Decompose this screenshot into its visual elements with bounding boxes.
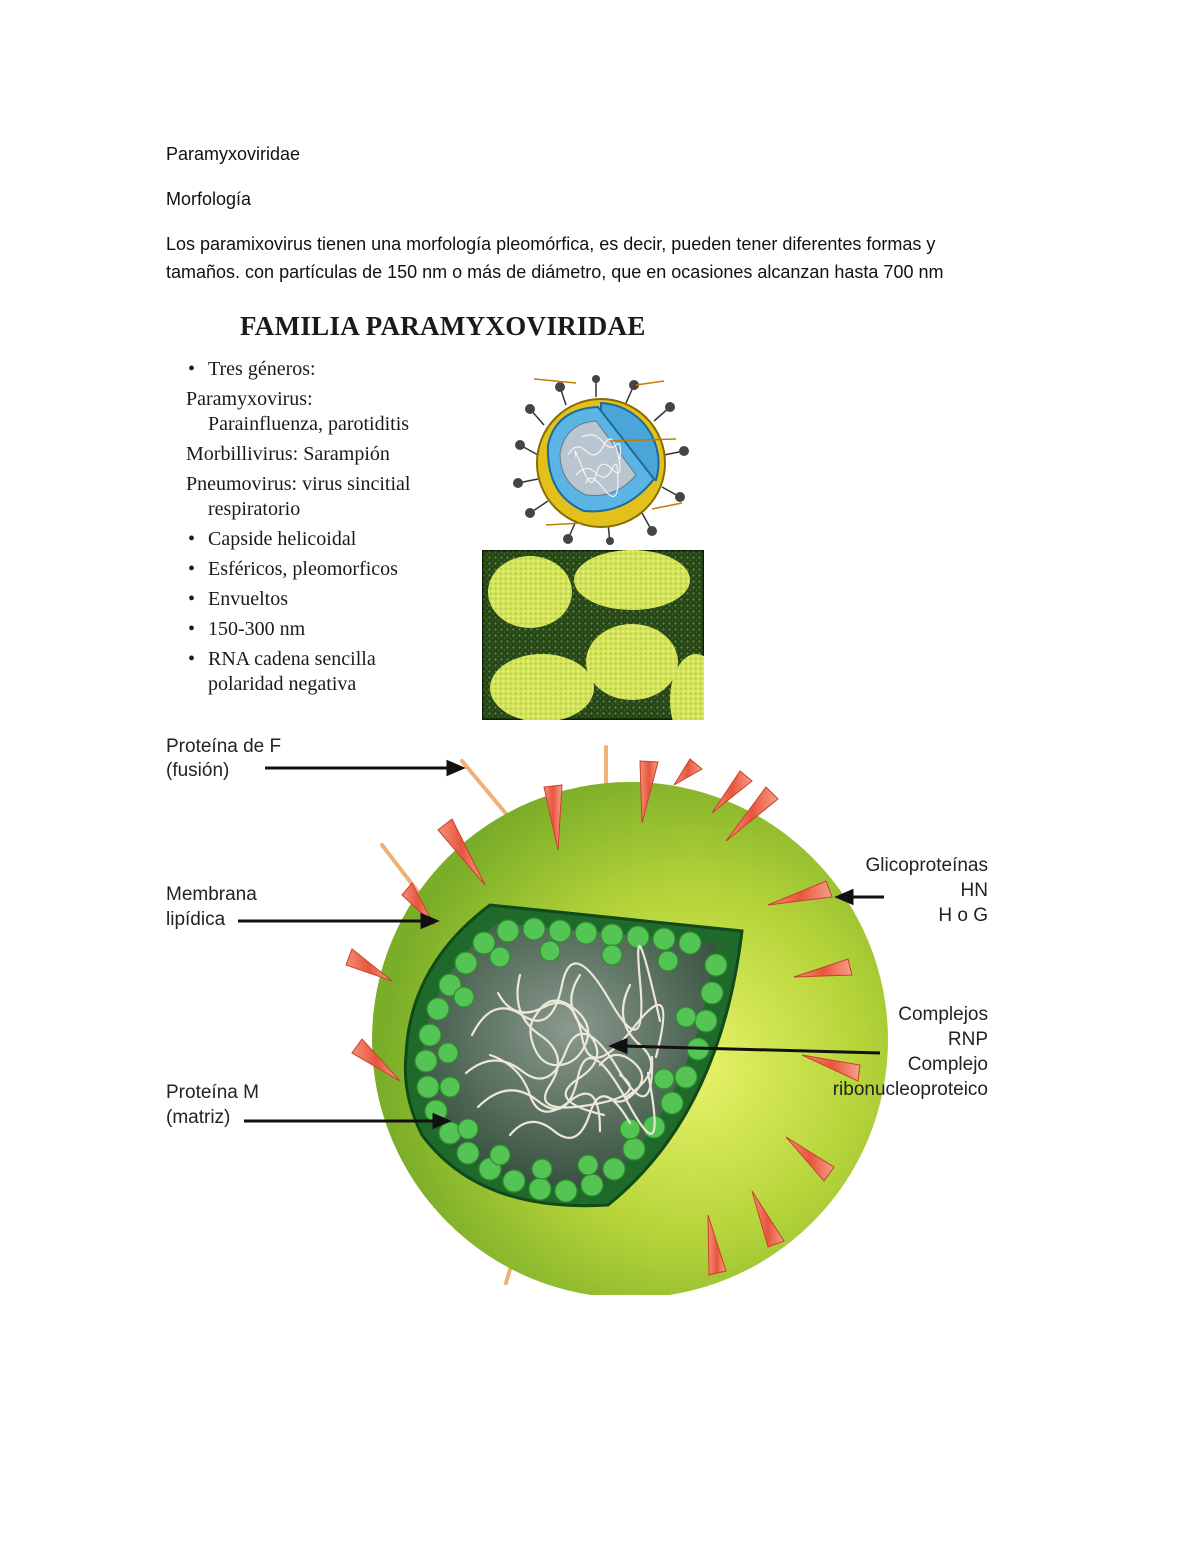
glycoproteins-label-line1: Glicoproteínas [865,855,988,876]
paragraph-line: Los paramixovirus tienen una morfología pleomórfica, es decir, pueden tener diferentes formas y [166,234,936,254]
slide-list-item: respiratorio [208,498,301,520]
electron-micrograph-image [482,550,704,720]
section-heading: Morfología [166,189,252,209]
slide-list-item: • Tres géneros: [186,357,476,382]
rnp-complex-label-line1: Complejos [898,1004,988,1025]
glycoproteins-label-line3: H o G [938,905,988,926]
slide-figure [166,305,726,720]
rnp-complex-label-line4: ribonucleoproteico [832,1079,988,1100]
slide-list-item: Parainfluenza, parotiditis [208,413,410,435]
virion-cross-section-illustration [486,375,726,545]
fusion-protein-label-line2: (fusión) [166,760,230,781]
rnp-complex-label-line3: Complejo [907,1054,988,1075]
fusion-protein-label-line1: Proteína de F [166,736,282,757]
document-title: Paramyxoviridae [166,144,301,164]
slide-list-item: • Esféricos, pleomorficos [186,557,476,582]
slide-list-item: • 150-300 nm [186,617,476,642]
slide-list-item: Pneumovirus: virus sincitial [186,473,411,495]
slide-list [186,357,476,702]
slide-list-item: Morbillivirus: Sarampión [186,443,390,465]
rnp-complex-label-line2: RNP [947,1029,988,1050]
lipid-membrane-label-line2: lipídica [166,909,226,930]
virion-structure-illustration [160,735,1000,1295]
slide-list-item: • Envueltos [186,587,476,612]
paragraph-line: tamaños. con partículas de 150 nm o más de diámetro, que en ocasiones alcanzan hasta 700 nm [166,262,944,282]
slide-list-item: • RNA cadena sencilla [186,647,476,672]
lipid-membrane-label-line1: Membrana [166,884,257,905]
slide-list-item: • Capside helicoidal [186,527,476,552]
slide-list-item: polaridad negativa [208,673,357,695]
slide-list-item: Paramyxovirus: [186,388,313,410]
virion-structure-diagram [160,735,1000,1295]
matrix-protein-label-line2: (matriz) [166,1107,231,1128]
matrix-protein-label-line1: Proteína M [166,1082,259,1103]
slide-title: FAMILIA PARAMYXOVIRIDAE [240,311,646,341]
glycoproteins-label-line2: HN [960,880,988,901]
